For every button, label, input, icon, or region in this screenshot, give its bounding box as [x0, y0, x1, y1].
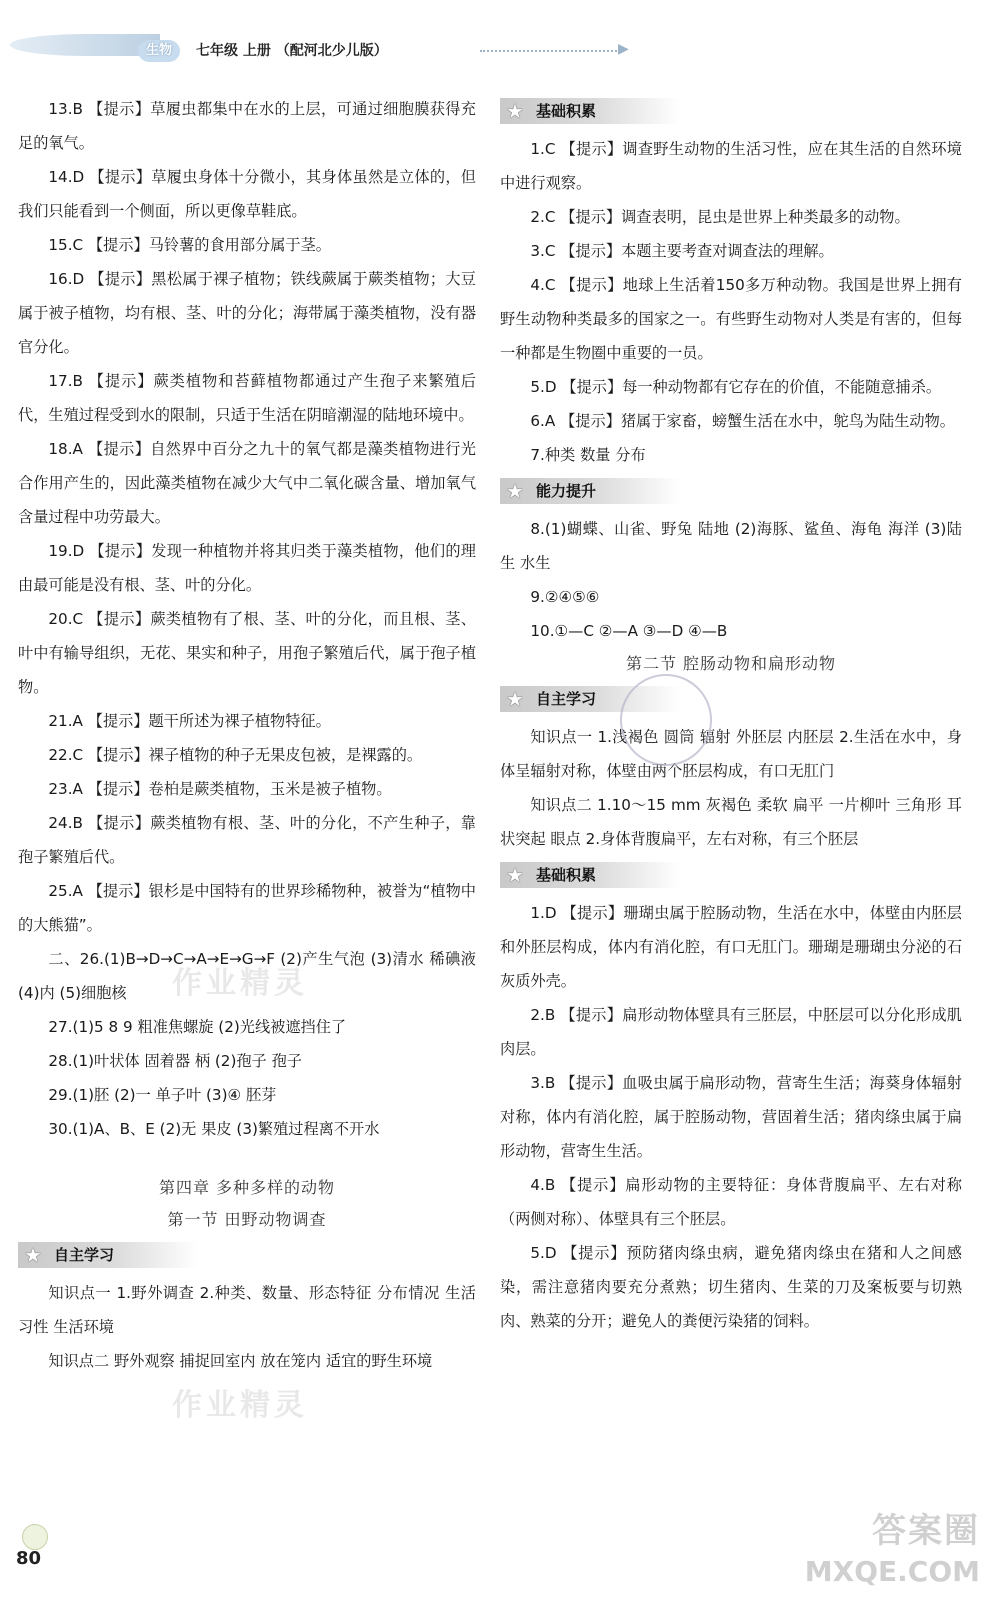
- answer-paragraph: 知识点二 1.10～15 mm 灰褐色 柔软 扁平 一片柳叶 三角形 耳状突起 眼点 2.身体背腹扁平，左右对称，有三个胚层: [500, 796, 962, 848]
- section-heading-label: 基础积累: [536, 866, 597, 884]
- page-number: 80: [16, 1548, 42, 1569]
- answer-paragraph: 30.(1)A、B、E (2)无 果皮 (3)繁殖过程离不开水: [48, 1120, 380, 1138]
- chapter-heading: 第二节 腔肠动物和扁形动物: [625, 654, 837, 673]
- answer-paragraph: 19.D 【提示】发现一种植物并将其归类于藻类植物，他们的理由最可能是没有根、茎、叶的分化。: [18, 542, 476, 594]
- star-icon: ★: [506, 479, 524, 503]
- answer-paragraph: 2.B 【提示】扁形动物体壁具有三胚层，中胚层可以分化形成肌肉层。: [500, 1006, 962, 1058]
- section-heading-label: 能力提升: [536, 482, 597, 500]
- answer-paragraph: 18.A 【提示】自然界中百分之九十的氧气都是藻类植物进行光合作用产生的，因此藻类植物在减少大气中二氧化碳含量、增加氧气含量过程中功劳最大。: [18, 440, 476, 526]
- section-heading-label: 自主学习: [54, 1246, 115, 1264]
- chapter-heading: 第一节 田野动物调查: [167, 1210, 327, 1229]
- answer-paragraph: 16.D 【提示】黑松属于裸子植物；铁线蕨属于蕨类植物；大豆属于被子植物，均有根、茎、叶的分化；海带属于藻类植物，没有器官分化。: [18, 270, 476, 356]
- answer-paragraph: 22.C 【提示】裸子植物的种子无果皮包被，是裸露的。: [48, 746, 423, 764]
- answer-paragraph: 15.C 【提示】马铃薯的食用部分属于茎。: [48, 236, 331, 254]
- answer-paragraph: 5.D 【提示】每一种动物都有它存在的价值，不能随意捕杀。: [530, 378, 942, 396]
- answer-paragraph: 21.A 【提示】题干所述为裸子植物特征。: [48, 712, 331, 730]
- answer-paragraph: 3.C 【提示】本题主要考查对调查法的理解。: [530, 242, 834, 260]
- section-heading: [500, 478, 680, 504]
- section-heading-label: 基础积累: [536, 102, 597, 120]
- answer-paragraph: 6.A 【提示】猪属于家畜，螃蟹生活在水中，鸵鸟为陆生动物。: [530, 412, 955, 430]
- site-logo: [800, 1506, 980, 1592]
- answer-paragraph: 2.C 【提示】调查表明，昆虫是世界上种类最多的动物。: [530, 208, 910, 226]
- answer-paragraph: 28.(1)叶状体 固着器 柄 (2)孢子 孢子: [48, 1052, 302, 1070]
- section-heading-label: 自主学习: [536, 690, 597, 708]
- answer-paragraph: 23.A 【提示】卷柏是蕨类植物，玉米是被子植物。: [48, 780, 392, 798]
- page-header: [10, 30, 650, 72]
- section-heading: [500, 862, 680, 888]
- right-column: [500, 92, 962, 1338]
- star-icon: ★: [24, 1243, 42, 1267]
- answer-paragraph: 1.C 【提示】调查野生动物的生活习性，应在其生活的自然环境中进行观察。: [500, 140, 962, 192]
- site-logo-url: MXQE.COM: [804, 1555, 980, 1588]
- spacer: [18, 1146, 476, 1172]
- answer-paragraph: 知识点二 野外观察 捕捉回室内 放在笼内 适宜的野生环境: [48, 1352, 433, 1370]
- arrow-right-icon: ▶: [618, 41, 629, 57]
- answer-paragraph: 4.B 【提示】扁形动物的主要特征：身体背腹扁平、左右对称（两侧对称）、体壁具有三个胚层。: [500, 1176, 962, 1228]
- answer-paragraph: 5.D 【提示】预防猪肉绦虫病，避免猪肉绦虫在猪和人之间感染，需注意猪肉要充分煮熟；切生猪肉、生菜的刀及案板要与切熟肉、熟菜的分开；避免人的粪便污染猪的饲料。: [500, 1244, 962, 1330]
- subject-badge: 生物: [138, 40, 180, 62]
- answer-paragraph: 二、26.(1)B→D→C→A→E→G→F (2)产生气泡 (3)清水 稀碘液 (4)内 (5)细胞核: [18, 950, 476, 1002]
- answer-paragraph: 4.C 【提示】地球上生活着150多万种动物。我国是世界上拥有野生动物种类最多的国家之一。有些野生动物对人类是有害的，但每一种都是生物圈中重要的一员。: [500, 276, 962, 362]
- answer-paragraph: 10.①—C ②—A ③—D ④—B: [530, 622, 728, 640]
- chapter-heading: 第四章 多种多样的动物: [158, 1178, 336, 1197]
- left-column: [18, 92, 476, 1378]
- answer-paragraph: 知识点一 1.浅褐色 圆筒 辐射 外胚层 内胚层 2.生活在水中，身体呈辐射对称，体壁由两个胚层构成，有口无肛门: [500, 728, 962, 780]
- section-heading: [18, 1242, 198, 1268]
- answer-paragraph: 3.B 【提示】血吸虫属于扁形动物，营寄生生活；海葵身体辐射对称，体内有消化腔，属于腔肠动物，营固着生活；猪肉绦虫属于扁形动物，营寄生生活。: [500, 1074, 962, 1160]
- answer-paragraph: 9.②④⑤⑥: [530, 588, 600, 606]
- answer-paragraph: 20.C 【提示】蕨类植物有了根、茎、叶的分化，而且根、茎、叶中有输导组织，无花、果实和种子，用孢子繁殖后代，属于孢子植物。: [18, 610, 476, 696]
- book-title: 七年级 上册 （配河北少儿版）: [196, 43, 388, 59]
- star-icon: ★: [506, 687, 524, 711]
- answer-paragraph: 17.B 【提示】蕨类植物和苔藓植物都通过产生孢子来繁殖后代，生殖过程受到水的限制，只适于生活在阴暗潮湿的陆地环境中。: [18, 372, 476, 424]
- section-heading: [500, 98, 680, 124]
- answer-paragraph: 知识点一 1.野外调查 2.种类、数量、形态特征 分布情况 生活习性 生活环境: [18, 1284, 476, 1336]
- star-icon: ★: [506, 863, 524, 887]
- answer-paragraph: 1.D 【提示】珊瑚虫属于腔肠动物，生活在水中，体壁由内胚层和外胚层构成，体内有消化腔，有口无肛门。珊瑚是珊瑚虫分泌的石灰质外壳。: [500, 904, 962, 990]
- answer-paragraph: 25.A 【提示】银杉是中国特有的世界珍稀物种，被誉为“植物中的大熊猫”。: [18, 882, 476, 934]
- watermark: 作业精灵: [172, 966, 308, 1001]
- answer-paragraph: 27.(1)5 8 9 粗准焦螺旋 (2)光线被遮挡住了: [48, 1018, 347, 1036]
- answer-paragraph: 24.B 【提示】蕨类植物有根、茎、叶的分化，不产生种子，靠孢子繁殖后代。: [18, 814, 476, 866]
- answer-paragraph: 7.种类 数量 分布: [530, 446, 646, 464]
- answer-paragraph: 13.B 【提示】草履虫都集中在水的上层，可通过细胞膜获得充足的氧气。: [18, 100, 476, 152]
- header-dotted-line: [480, 50, 620, 52]
- apple-icon: [22, 1524, 48, 1550]
- answer-paragraph: 14.D 【提示】草履虫身体十分微小，其身体虽然是立体的，但我们只能看到一个侧面，所以更像草鞋底。: [18, 168, 476, 220]
- star-icon: ★: [506, 99, 524, 123]
- site-logo-name: 答案圈: [872, 1511, 980, 1551]
- answer-paragraph: 29.(1)胚 (2)一 单子叶 (3)④ 胚芽: [48, 1086, 277, 1104]
- watermark: 作业精灵: [172, 1388, 308, 1423]
- answer-paragraph: 8.(1)蝴蝶、山雀、野兔 陆地 (2)海豚、鲨鱼、海龟 海洋 (3)陆生 水生: [500, 520, 962, 572]
